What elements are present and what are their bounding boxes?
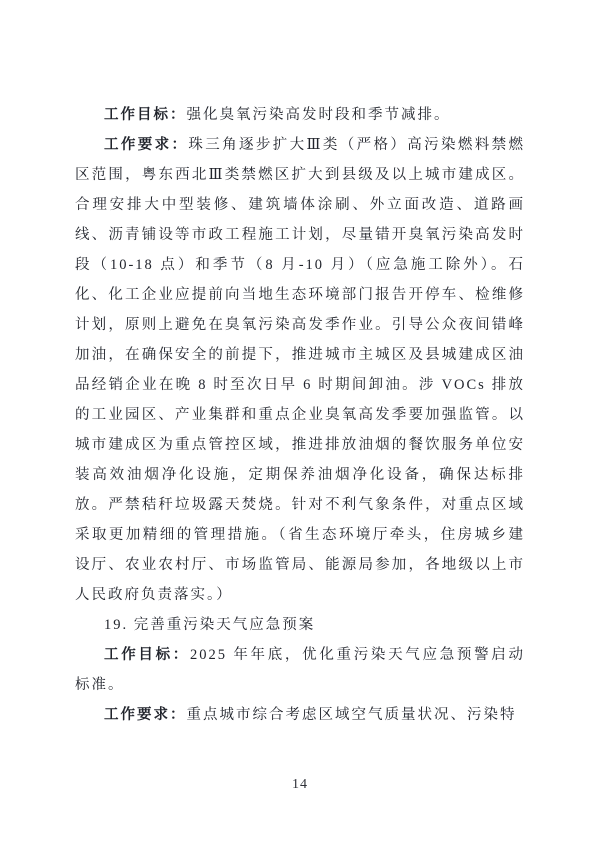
- work-requirements-label: 工作要求：: [104, 707, 187, 723]
- page-number: 14: [292, 777, 308, 792]
- work-goal-label: 工作目标：: [104, 107, 187, 123]
- work-requirements-text: 珠三角逐步扩大Ⅲ类（严格）高污染燃料禁燃区范围，粤东西北Ⅲ类禁燃区扩大到县级及以上城市建成区。合理安排大中型装修、建筑墙体涂刷、外立面改造、道路画线、沥青铺设等市政工程施工计划，尽量错开臭氧污染高发时段（10-18 点）和季节（8 月-10 月）（应急施工除外）。石化、化工企业应提前向当地生态环境部门报告开停车、检维修计划，原则上避免在臭氧污染高发季作业。引导公众夜间错峰加油，在确保安全的前提下，推进城市主城区及县城建成区油品经销企业在晚 8 时至次日早 6 时期间卸油。涉 VOCs 排放的工业园区、产业集群和重点企业臭氧高发季要加强监管。以城市建成区为重点管控区域，推进排放油烟的餐饮服务单位安装高效油烟净化设施，定期保养油烟净化设备，确保达标排放。严禁秸秆垃圾露天焚烧。针对不利气象条件，对重点区域采取更加精细的管理措施。（省生态环境厅牵头，住房城乡建设厅、农业农村厅、市场监管局、能源局参加，各地级以上市人民政府负责落实。）: [75, 137, 526, 603]
- item-19-heading: [75, 610, 525, 640]
- document-body: [75, 100, 525, 730]
- para-work-goal-18: [75, 100, 525, 130]
- para-work-requirements-19: [75, 700, 525, 730]
- para-work-goal-19: [75, 640, 525, 700]
- work-requirements-text: 重点城市综合考虑区域空气质量状况、污染特: [186, 707, 517, 723]
- work-goal-text: 2025 年年底，优化重污染天气应急预警启动标准。: [75, 647, 526, 693]
- work-goal-text: 强化臭氧污染高发时段和季节减排。: [186, 107, 451, 123]
- work-goal-label: 工作目标：: [104, 647, 190, 663]
- para-work-requirements-18: [75, 130, 525, 610]
- work-requirements-label: 工作要求：: [104, 137, 189, 153]
- item-19-heading-text: 19. 完善重污染天气应急预案: [104, 617, 316, 633]
